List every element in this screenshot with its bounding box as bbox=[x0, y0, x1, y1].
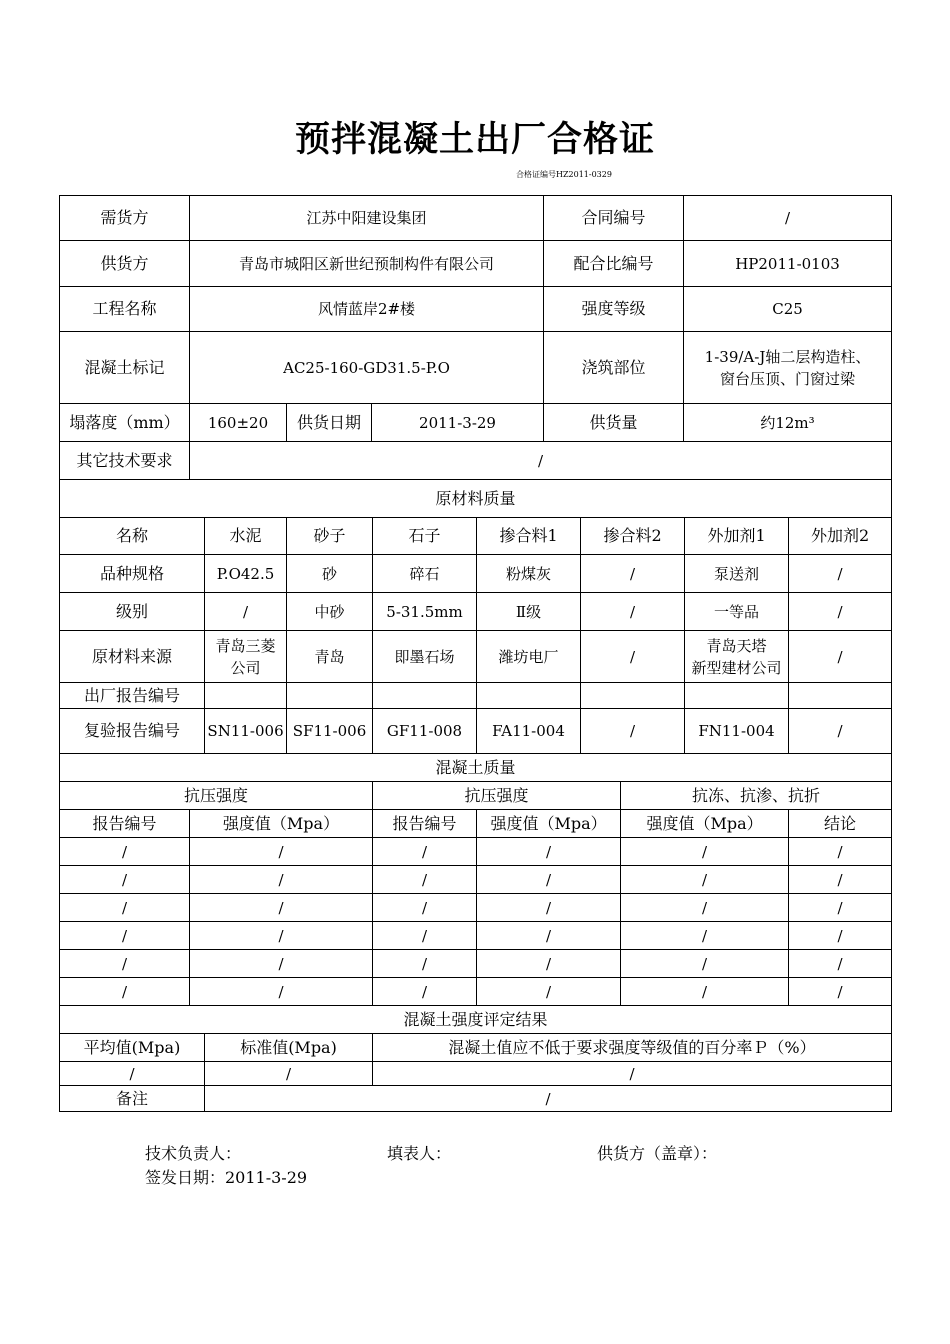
material-cell bbox=[477, 683, 581, 709]
quality-cell: / bbox=[190, 950, 373, 978]
quality-cell: / bbox=[373, 838, 477, 866]
quality-header: 结论 bbox=[789, 810, 892, 838]
quality-table bbox=[59, 517, 892, 1112]
quality-cell: / bbox=[477, 838, 621, 866]
material-header: 外加剂1 bbox=[685, 518, 789, 555]
materials-header-row bbox=[60, 518, 892, 555]
material-header: 掺合料2 bbox=[581, 518, 685, 555]
material-cell-line-2: 公司 bbox=[230, 658, 261, 677]
quality-cell: / bbox=[373, 922, 477, 950]
mark-label: 混凝土标记 bbox=[60, 332, 190, 404]
issue-date: 签发日期：2011-3-29 bbox=[145, 1168, 308, 1187]
material-row-label: 出厂报告编号 bbox=[60, 683, 205, 709]
quality-cell: / bbox=[373, 978, 477, 1006]
quality-cell: / bbox=[373, 894, 477, 922]
material-header: 掺合料1 bbox=[477, 518, 581, 555]
quality-cell: / bbox=[621, 838, 789, 866]
grade-label: 强度等级 bbox=[544, 287, 684, 332]
material-row-label: 级别 bbox=[60, 593, 205, 631]
document-title: 预拌混凝土出厂合格证 bbox=[294, 119, 655, 160]
quality-cell: / bbox=[373, 950, 477, 978]
remarks-value: / bbox=[205, 1086, 892, 1112]
quality-cell: / bbox=[621, 894, 789, 922]
quality-cell: / bbox=[789, 894, 892, 922]
quality-row bbox=[60, 866, 892, 894]
material-cell: GF11-008 bbox=[373, 709, 477, 754]
quality-cell: / bbox=[60, 894, 190, 922]
material-row-label: 复验报告编号 bbox=[60, 709, 205, 754]
material-cell: / bbox=[205, 593, 287, 631]
quality-cell: / bbox=[789, 838, 892, 866]
quality-row bbox=[60, 838, 892, 866]
material-cell: 潍坊电厂 bbox=[477, 631, 581, 683]
quality-cell: / bbox=[60, 866, 190, 894]
tech-lead-label: 技术负责人： bbox=[145, 1144, 242, 1163]
quality-cell: / bbox=[789, 950, 892, 978]
material-cell: FA11-004 bbox=[477, 709, 581, 754]
date-label: 供货日期 bbox=[287, 404, 372, 442]
compressive-group-1: 抗压强度 bbox=[60, 782, 373, 810]
supplier-label: 供货方 bbox=[60, 241, 190, 287]
other-label: 其它技术要求 bbox=[60, 442, 190, 480]
material-cell: 5-31.5mm bbox=[373, 593, 477, 631]
material-cell: SF11-006 bbox=[287, 709, 373, 754]
grade-value: C25 bbox=[684, 287, 892, 332]
material-cell: FN11-004 bbox=[685, 709, 789, 754]
quality-row bbox=[60, 978, 892, 1006]
percentage-label: 混凝土值应不低于要求强度等级值的百分率Ｐ（%） bbox=[373, 1034, 892, 1062]
material-cell: 粉煤灰 bbox=[477, 555, 581, 593]
buyer-label: 需货方 bbox=[60, 196, 190, 241]
material-cell bbox=[205, 631, 287, 683]
evaluation-value-row bbox=[60, 1062, 892, 1086]
quality-cell: / bbox=[789, 978, 892, 1006]
material-cell bbox=[685, 631, 789, 683]
project-value: 风情蓝岸2#楼 bbox=[190, 287, 544, 332]
quality-group-row bbox=[60, 782, 892, 810]
quality-header: 报告编号 bbox=[373, 810, 477, 838]
material-cell bbox=[287, 683, 373, 709]
average-label: 平均值(Mpa) bbox=[60, 1034, 205, 1062]
standard-label: 标准值(Mpa) bbox=[205, 1034, 373, 1062]
supplier-value: 青岛市城阳区新世纪预制构件有限公司 bbox=[190, 241, 544, 287]
material-cell: 砂 bbox=[287, 555, 373, 593]
evaluation-title-row bbox=[60, 1006, 892, 1034]
quality-cell: / bbox=[60, 838, 190, 866]
mix-label: 配合比编号 bbox=[544, 241, 684, 287]
material-cell-line-1: 青岛天塔 bbox=[706, 636, 767, 655]
percentage-value: / bbox=[373, 1062, 892, 1086]
mix-value: HP2011-0103 bbox=[684, 241, 892, 287]
standard-value: / bbox=[205, 1062, 373, 1086]
material-cell: 碎石 bbox=[373, 555, 477, 593]
project-label: 工程名称 bbox=[60, 287, 190, 332]
material-cell: / bbox=[789, 555, 892, 593]
pour-line-1: 1-39/A-J轴二层构造柱、 bbox=[704, 347, 871, 366]
material-row-label: 品种规格 bbox=[60, 555, 205, 593]
quality-cell: / bbox=[190, 978, 373, 1006]
evaluation-label-row bbox=[60, 1034, 892, 1062]
material-cell: / bbox=[789, 709, 892, 754]
quality-row bbox=[60, 922, 892, 950]
material-cell: / bbox=[581, 593, 685, 631]
remarks-label: 备注 bbox=[60, 1086, 205, 1112]
material-cell: / bbox=[789, 631, 892, 683]
material-cell: Ⅱ级 bbox=[477, 593, 581, 631]
quality-cell: / bbox=[190, 894, 373, 922]
material-cell bbox=[685, 683, 789, 709]
material-row-label: 原材料来源 bbox=[60, 631, 205, 683]
material-cell: / bbox=[581, 555, 685, 593]
quality-cell: / bbox=[477, 866, 621, 894]
quality-cell: / bbox=[60, 922, 190, 950]
quality-header: 强度值（Mpa） bbox=[621, 810, 789, 838]
contract-value: / bbox=[684, 196, 892, 241]
order-info-table bbox=[59, 195, 892, 518]
average-value: / bbox=[60, 1062, 205, 1086]
quality-cell: / bbox=[621, 922, 789, 950]
quality-cell: / bbox=[789, 866, 892, 894]
quality-cell: / bbox=[789, 922, 892, 950]
quality-cell: / bbox=[621, 978, 789, 1006]
material-cell: 中砂 bbox=[287, 593, 373, 631]
material-cell: 泵送剂 bbox=[685, 555, 789, 593]
quality-cell: / bbox=[60, 978, 190, 1006]
material-cell: / bbox=[581, 631, 685, 683]
material-cell bbox=[581, 683, 685, 709]
quality-header-row bbox=[60, 810, 892, 838]
quality-cell: / bbox=[60, 950, 190, 978]
material-cell bbox=[205, 683, 287, 709]
quality-section-title: 混凝土质量 bbox=[60, 754, 892, 782]
quality-header: 强度值（Mpa） bbox=[477, 810, 621, 838]
slump-value: 160±20 bbox=[190, 404, 287, 442]
materials-row bbox=[60, 555, 892, 593]
materials-row bbox=[60, 631, 892, 683]
pour-value bbox=[684, 332, 892, 404]
material-cell: / bbox=[789, 593, 892, 631]
quality-header: 报告编号 bbox=[60, 810, 190, 838]
compressive-group-2: 抗压强度 bbox=[373, 782, 621, 810]
material-header: 石子 bbox=[373, 518, 477, 555]
materials-section-title: 原材料质量 bbox=[60, 480, 892, 518]
material-cell bbox=[789, 683, 892, 709]
materials-row bbox=[60, 709, 892, 754]
material-cell: P.O42.5 bbox=[205, 555, 287, 593]
materials-row bbox=[60, 593, 892, 631]
supplier-seal-label: 供货方（盖章）： bbox=[597, 1144, 718, 1163]
materials-row bbox=[60, 683, 892, 709]
quality-row bbox=[60, 894, 892, 922]
quality-cell: / bbox=[477, 922, 621, 950]
other-value: / bbox=[190, 442, 892, 480]
buyer-value: 江苏中阳建设集团 bbox=[190, 196, 544, 241]
quality-cell: / bbox=[373, 866, 477, 894]
quality-cell: / bbox=[477, 978, 621, 1006]
qty-value: 约12m³ bbox=[684, 404, 892, 442]
qty-label: 供货量 bbox=[544, 404, 684, 442]
material-cell-line-2: 新型建材公司 bbox=[691, 658, 782, 677]
pour-line-2: 窗台压顶、门窗过梁 bbox=[720, 369, 856, 388]
material-cell: 即墨石场 bbox=[373, 631, 477, 683]
material-cell: 一等品 bbox=[685, 593, 789, 631]
quality-header: 强度值（Mpa） bbox=[190, 810, 373, 838]
certificate-number: 合格证编号HZ2011-0329 bbox=[516, 170, 612, 179]
quality-cell: / bbox=[190, 866, 373, 894]
material-cell-line-1: 青岛三菱 bbox=[215, 636, 276, 655]
filler-label: 填表人： bbox=[387, 1144, 452, 1163]
durability-group: 抗冻、抗渗、抗折 bbox=[621, 782, 892, 810]
quality-cell: / bbox=[477, 894, 621, 922]
mark-value: AC25-160-GD31.5-P.O bbox=[190, 332, 544, 404]
material-header: 外加剂2 bbox=[789, 518, 892, 555]
quality-cell: / bbox=[190, 838, 373, 866]
material-header: 水泥 bbox=[205, 518, 287, 555]
pour-label: 浇筑部位 bbox=[544, 332, 684, 404]
quality-cell: / bbox=[477, 950, 621, 978]
quality-title-row bbox=[60, 754, 892, 782]
material-cell: SN11-006 bbox=[205, 709, 287, 754]
quality-row bbox=[60, 950, 892, 978]
material-cell: 青岛 bbox=[287, 631, 373, 683]
material-cell bbox=[373, 683, 477, 709]
evaluation-section-title: 混凝土强度评定结果 bbox=[60, 1006, 892, 1034]
quality-cell: / bbox=[621, 866, 789, 894]
contract-label: 合同编号 bbox=[544, 196, 684, 241]
remarks-row bbox=[60, 1086, 892, 1112]
material-header: 名称 bbox=[60, 518, 205, 555]
quality-cell: / bbox=[190, 922, 373, 950]
slump-label: 塌落度（mm） bbox=[60, 404, 190, 442]
material-header: 砂子 bbox=[287, 518, 373, 555]
date-value: 2011-3-29 bbox=[372, 404, 544, 442]
quality-cell: / bbox=[621, 950, 789, 978]
material-cell: / bbox=[581, 709, 685, 754]
